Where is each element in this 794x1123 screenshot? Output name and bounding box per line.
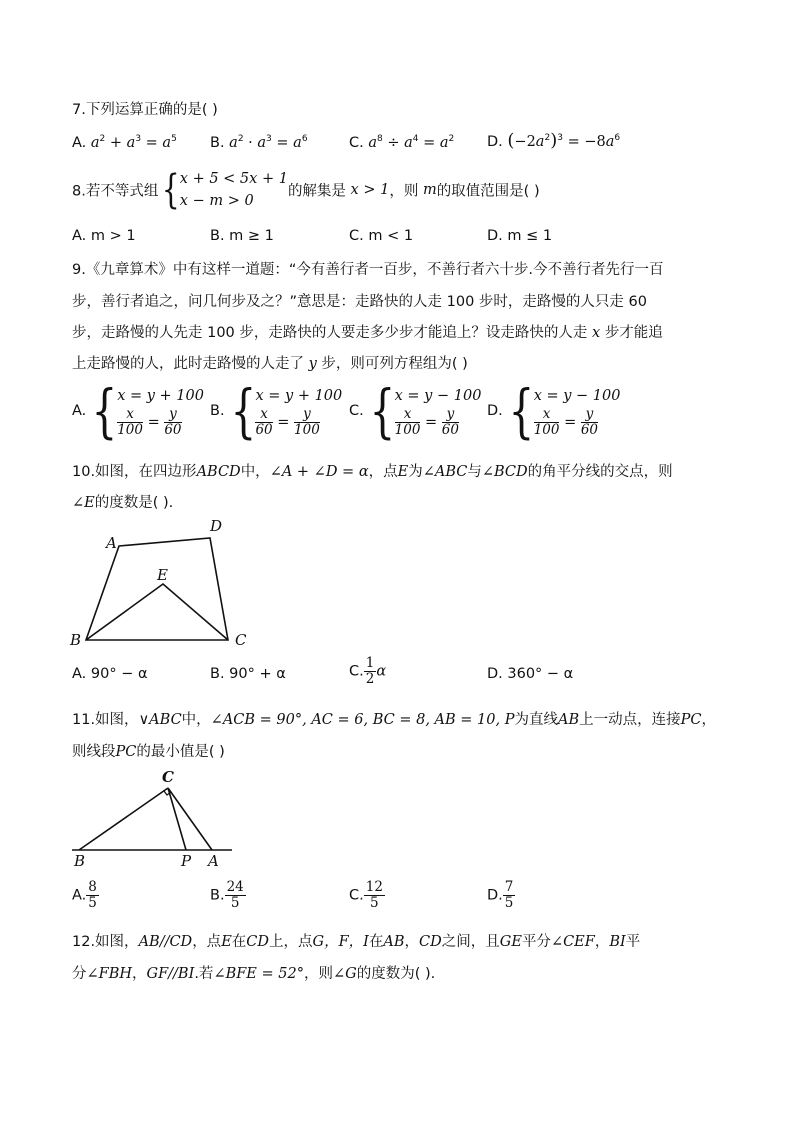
q10-option-d: D. 360° − α	[487, 666, 574, 682]
q9-option-a: A.{ x = y + 100 $\frac{x}{100}$ = $\frac{y}{60}$	[72, 377, 204, 445]
q9-option-c: C.{ x = y − 100 $\frac{x}{100}$ = $\frac{y}{60}$	[349, 377, 482, 445]
q11-segment-ca	[168, 788, 212, 850]
q7-option-d: D. $(-2a^2)^3 = -8a^6$	[487, 130, 621, 151]
q7-option-b: B. $a^2 \cdot a^3 = a^6$	[210, 134, 308, 151]
q8-ineq1: x + 5 < 5x + 1	[179, 171, 288, 187]
q8-ineq2: x − m > 0	[179, 193, 254, 209]
q9-line1: 9.《九章算术》中有这样一道题：“今有善行者一百步，不善行者六十步.今不善行者先行一百	[72, 262, 664, 278]
q8-option-b: B. m ≥ 1	[210, 228, 274, 244]
q11-option-b: B. $\frac{24}{5}$	[210, 879, 244, 911]
q9-line4: 上走路慢的人，此时走路慢的人走了 y 步，则可列方程组为( )	[72, 356, 468, 372]
q11-line2: 则线段PC的最小值是( )	[72, 744, 225, 760]
q10-bisector-lines	[86, 584, 228, 640]
q10-line1: 10.如图，在四边形ABCD中，∠A + ∠D = α，点E为∠ABC与∠BCD的角平分线的交点，则	[72, 464, 673, 480]
q9-line3: 步，走路慢的人先走 100 步，走路快的人要走多少步才能追上？设走路快的人走 x 步才能追	[72, 325, 663, 341]
q10-label-d: D	[210, 517, 223, 535]
q11-label-c: C	[162, 768, 174, 786]
q10-label-e: E	[157, 566, 168, 584]
q10-figure	[60, 512, 260, 652]
q10-line2: ∠E的度数是( ).	[72, 495, 174, 511]
q10-label-c: C	[235, 631, 247, 649]
q10-option-a: A. 90° − α	[72, 666, 148, 682]
q11-line1: 11.如图，∨ABC中，∠ACB = 90°, AC = 6, BC = 8, AB = 10, P为直线AB上一动点，连接PC，	[72, 712, 716, 728]
q10-option-b: B. 90° + α	[210, 666, 286, 682]
q7-option-a: A. $a^2 + a^3 = a^5$	[72, 134, 177, 151]
q8-option-d: D. m ≤ 1	[487, 228, 553, 244]
q10-option-c: C. $\frac{1}{2}$ α	[349, 655, 387, 687]
q10-label-b: B	[70, 631, 82, 649]
q11-label-b: B	[74, 852, 86, 870]
q9-line2: 步，善行者追之，问几何步及之？”意思是：走路快的人走 100 步时，走路慢的人只走 60	[72, 294, 647, 310]
q11-segment-cp	[168, 788, 186, 850]
q12-line1: 12.如图，AB//CD，点E在CD上，点G，F，I在AB，CD之间，且GE平分∠CEF，BI平	[72, 934, 641, 950]
q10-label-a: A	[106, 534, 117, 552]
q11-label-a: A	[208, 852, 219, 870]
q9-option-b: B.{ x = y + 100 $\frac{x}{60}$ = $\frac{y}{100}$	[210, 377, 343, 445]
q11-option-d: D. $\frac{7}{5}$	[487, 879, 514, 911]
q11-label-p: P	[181, 852, 192, 870]
q11-option-a: A. $\frac{8}{5}$	[72, 879, 97, 911]
q11-option-c: C. $\frac{12}{5}$	[349, 879, 383, 911]
q8-option-a: A. m > 1	[72, 228, 136, 244]
q8-option-c: C. m < 1	[349, 228, 414, 244]
q11-segment-bc	[79, 788, 168, 850]
q7-stem: 7.下列运算正确的是( )	[72, 102, 218, 118]
q9-option-d: D.{ x = y − 100 $\frac{x}{100}$ = $\frac{y}{60}$	[487, 377, 621, 445]
q12-line2: 分∠FBH，GF//BI.若∠BFE = 52°，则∠G的度数为( ).	[72, 966, 436, 982]
q11-figure	[62, 762, 242, 870]
q8-stem: 8.若不等式组{ x + 5 < 5x + 1 x − m > 0 的解集是 x > 1，则 m的取值范围是( )	[72, 167, 540, 213]
q7-option-c: C. $a^8 \div a^4 = a^2$	[349, 134, 455, 151]
